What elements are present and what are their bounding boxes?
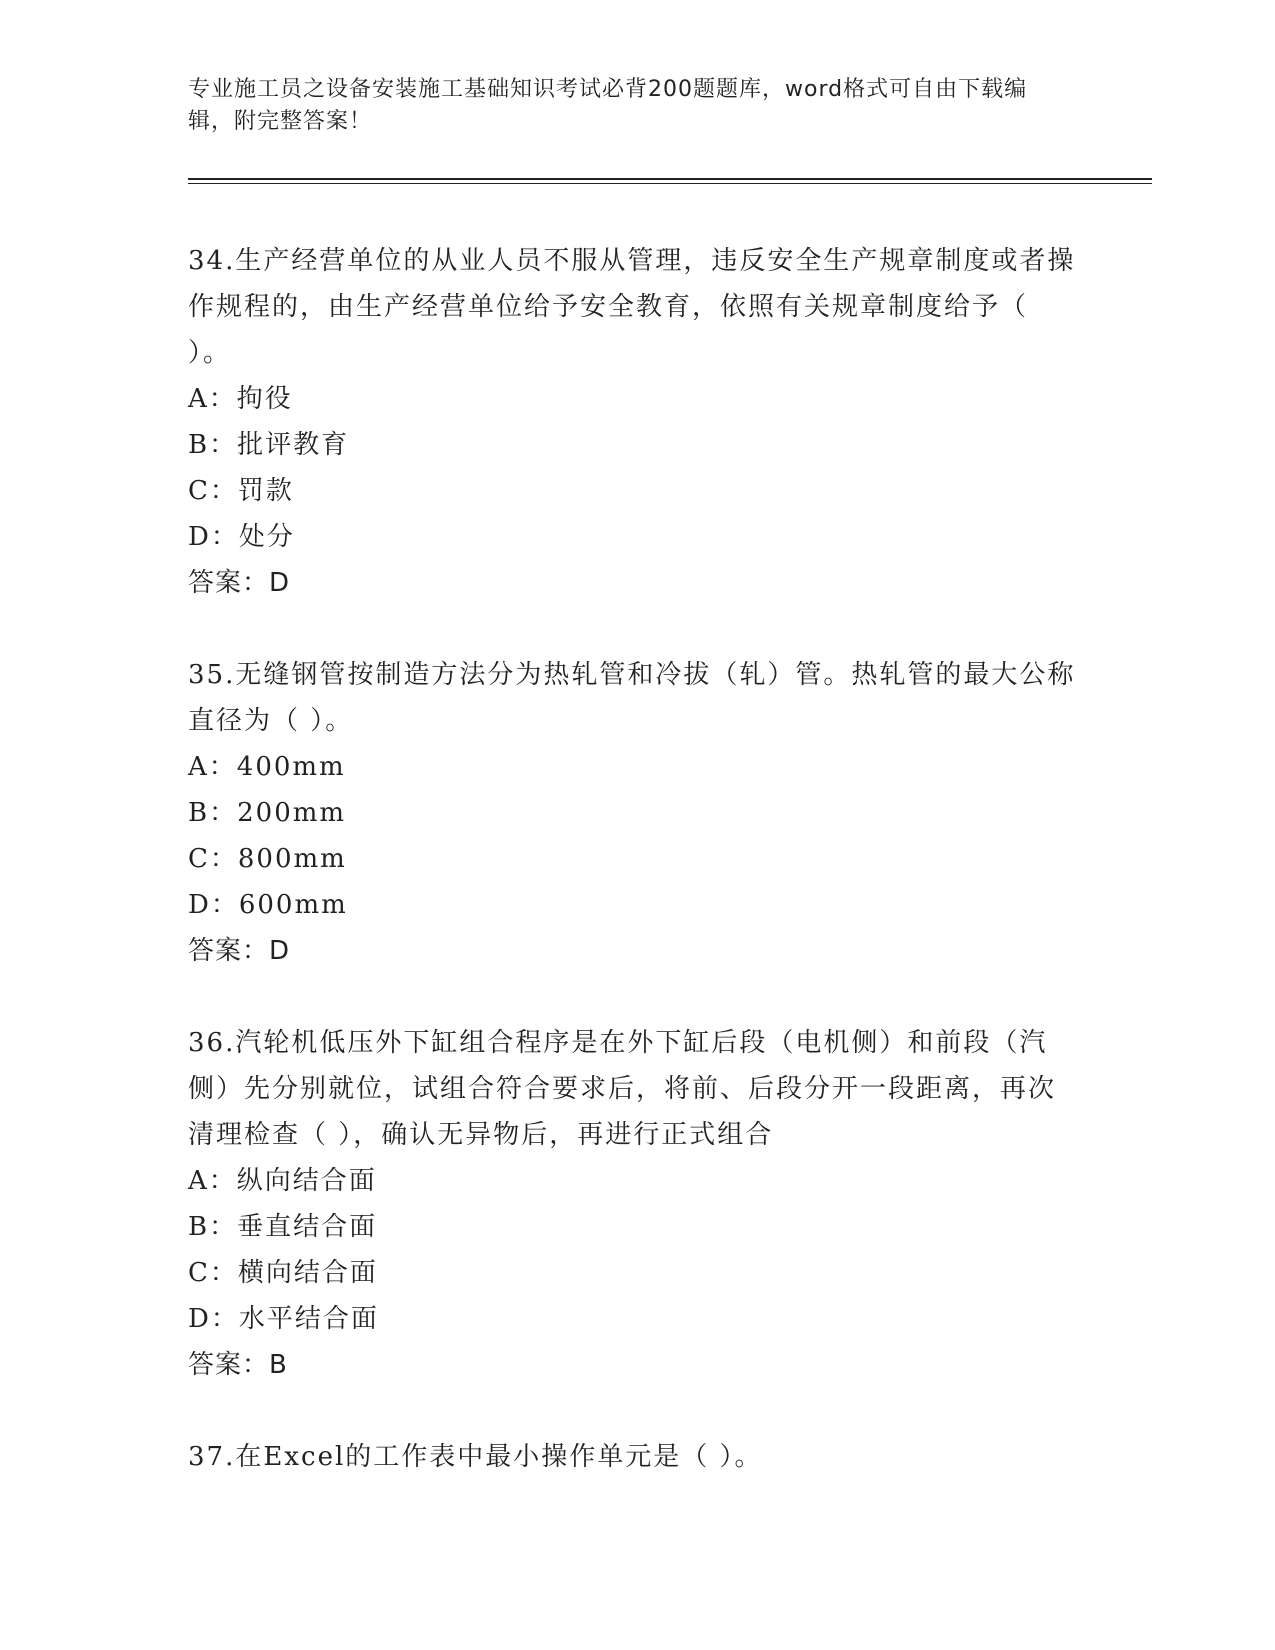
question-text: 汽轮机低压外下缸组合程序是在外下缸后段（电机侧）和前段（汽侧）先分别就位，试组合符合要求后，将前、后段分开一段距离，再次清理检查（ ），确认无异物后，再进行正式组合 xyxy=(188,1028,1057,1150)
question-text: 无缝钢管按制造方法分为热轧管和冷拔（轧）管。热轧管的最大公称直径为（ ）。 xyxy=(188,660,1076,736)
question-34 xyxy=(188,238,1078,606)
question-number: 36. xyxy=(188,1028,236,1058)
option-c: C：罚款 xyxy=(188,476,294,506)
document-header xyxy=(188,74,1068,138)
header-rule-thick xyxy=(188,178,1152,180)
answer: 答案：D xyxy=(188,568,291,598)
question-number: 34. xyxy=(188,246,236,276)
document-title: 专业施工员之设备安装施工基础知识考试必背200题题库，word格式可自由下载编辑，附完整答案！ xyxy=(188,77,1028,134)
option-d: D：水平结合面 xyxy=(188,1304,379,1334)
option-a: A：400mm xyxy=(188,752,346,782)
option-b: B：200mm xyxy=(188,798,347,828)
question-list xyxy=(188,238,1078,1526)
question-text: 生产经营单位的从业人员不服从管理，违反安全生产规章制度或者操作规程的，由生产经营单位给予安全教育，依照有关规章制度给予（ ）。 xyxy=(188,246,1076,368)
answer: 答案：D xyxy=(188,936,291,966)
question-text: 在Excel的工作表中最小操作单元是（ ）。 xyxy=(235,1442,763,1472)
option-a: A：纵向结合面 xyxy=(188,1166,377,1196)
option-d: D：600mm xyxy=(188,890,348,920)
question-36 xyxy=(188,1020,1078,1388)
option-d: D：处分 xyxy=(188,522,295,552)
question-35 xyxy=(188,652,1078,974)
option-c: C：800mm xyxy=(188,844,347,874)
answer: 答案：B xyxy=(188,1350,288,1380)
question-number: 35. xyxy=(188,660,236,690)
header-rule-thin xyxy=(188,183,1152,184)
option-b: B：批评教育 xyxy=(188,430,350,460)
option-a: A：拘役 xyxy=(188,384,293,414)
option-b: B：垂直结合面 xyxy=(188,1212,378,1242)
question-37 xyxy=(188,1434,1078,1480)
option-c: C：横向结合面 xyxy=(188,1258,378,1288)
question-number: 37. xyxy=(188,1442,236,1472)
